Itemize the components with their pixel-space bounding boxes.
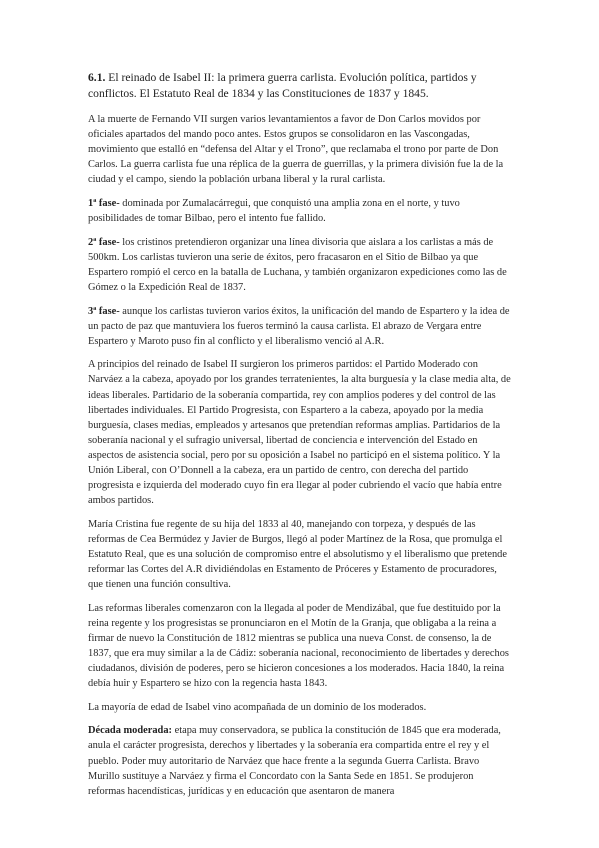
paragraph-text: dominada por Zumalacárregui, que conquistó una amplia zona en el norte, y tuvo posibilidades de tomar Bilbao, pero el intento fue fallido.	[88, 197, 460, 225]
paragraph-regency	[88, 517, 511, 592]
phase-label: 2ª fase-	[88, 236, 120, 248]
period-label: Década moderada:	[88, 725, 172, 737]
paragraph-text: A principios del reinado de Isabel II surgieron los primeros partidos: el Partido Moderado con Narváez a la cabeza, apoyado por los grandes terratenientes, la alta burguesía y la clase media alta, de ideas liberales. Partidario de la soberanía compartida, rey con amplios poderes y del control de las libertades individuales. El Partido Progresista, con Espartero a la cabeza, apoyado por la media burguesía, clases medias, empleados y artesanos que pretendían reformas amplias. Partidarios de la soberanía nacional y el sufragio universal, libertad de conciencia e intervención del Estado en aspectos de asistencia social, pero por su oposición a Isabel no participó en el sistema político. Y la Unión Liberal, con O’Donnell a la cabeza, era un partido de centro, con derecha del partido progresista e izquierda del moderado cuyo fin era llegar al poder cubriendo el vacío que había entre ambos partidos.	[88, 359, 511, 507]
paragraph-text: los cristinos pretendieron organizar una línea divisoria que aislara a los carlistas a más de 500km. Los carlistas tuvieron una serie de éxitos, pero fracasaron en el Sitio de Bilbao ya que Espartero rompió el cerco en la batalla de Luchana, y también organizaron expediciones como las de Gómez o la Expedición Real de 1837.	[88, 236, 507, 293]
paragraph-phase-3	[88, 304, 511, 349]
paragraph-liberal-reforms	[88, 601, 511, 692]
phase-label: 3ª fase-	[88, 305, 120, 317]
phase-label: 1ª fase-	[88, 197, 120, 209]
paragraph-phase-2	[88, 235, 511, 295]
paragraph-moderate-decade	[88, 723, 511, 798]
paragraph-majority	[88, 700, 511, 715]
section-number: 6.1.	[88, 71, 106, 84]
paragraph-text: aunque los carlistas tuvieron varios éxitos, la unificación del mando de Espartero y la idea de un pacto de paz que mantuviera los fueros terminó la causa carlista. El abrazo de Vergara entre Espartero y Maroto puso fin al conflicto y el liberalismo venció al A.R.	[88, 305, 510, 347]
paragraph-text: etapa muy conservadora, se publica la constitución de 1845 que era moderada, anula el carácter progresista, derechos y libertades y la soberanía era compartida entre el rey y el pueblo. Poder muy autoritario de Narváez que hace frente a la segunda Guerra Carlista. Bravo Murillo sustituye a Narváez y firma el Concordato con la Santa Sede en 1851. Se produjeron reformas hacendísticas, jurídicas y en educación que asentaron de manera	[88, 725, 501, 797]
paragraph-parties	[88, 357, 511, 508]
paragraph-text: María Cristina fue regente de su hija del 1833 al 40, manejando con torpeza, y después de las reformas de Cea Bermúdez y Javier de Burgos, llegó al poder Martínez de la Rosa, que promulga el Estatuto Real, que es una solución de compromiso entre el absolutismo y el liberalismo que pretende reformar las Cortes del A.R dividiéndolas en Estamento de Próceres y Estamento de procuradores, que tienen una función consultiva.	[88, 518, 507, 591]
section-heading	[88, 70, 511, 102]
section-title: El reinado de Isabel II: la primera guerra carlista. Evolución política, partidos y conflictos. El Estatuto Real de 1834 y las Constituciones de 1837 y 1845.	[88, 71, 477, 100]
paragraph-text: La mayoría de edad de Isabel vino acompañada de un dominio de los moderados.	[88, 701, 427, 713]
paragraph-phase-1	[88, 196, 511, 226]
paragraph-text: Las reformas liberales comenzaron con la llegada al poder de Mendizábal, que fue destituido por la reina regente y los progresistas se pronunciaron en el Motín de la Granja, que obligaba a la reina a firmar de nuevo la Constitución de 1812 mientras se publica una nueva Const. de consenso, la de 1837, que era muy similar a la de Cádiz: soberanía nacional, reconocimiento de libertades y derechos ciudadanos, división de poderes, pero se hicieron concesiones a los moderados. Hacia 1840, la reina debía huir y Espartero se hizo con la regencia hasta 1843.	[88, 602, 509, 690]
paragraph-text: A la muerte de Fernando VII surgen varios levantamientos a favor de Don Carlos movidos por oficiales apartados del mando poco antes. Estos grupos se consolidaron en las Vascongadas, movimiento que estalló en “defensa del Altar y el Trono”, que reclamaba el trono por parte de Don Carlos. La guerra carlista fue una réplica de la guerra de guerrillas, y la primera división fue la de la ciudad y el campo, siendo la población urbana liberal y la rural carlista.	[88, 114, 504, 186]
paragraph-intro	[88, 112, 511, 187]
